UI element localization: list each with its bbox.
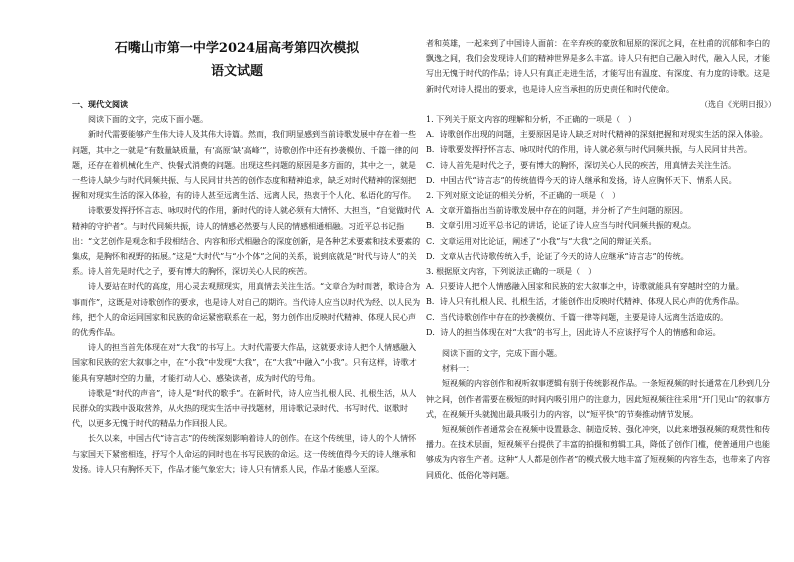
reading-2-intro: 阅读下面的文字，完成下面小题。: [442, 349, 562, 359]
paragraph: 者和英雄，一起来到了中国诗人面前：在辛弃疾的豪放和屈原的深沉之间，在杜甫的沉郁和李白的飘逸之间，我们会发现诗人们的精神世界是多么丰富。诗人只有把自己融入时代，融入人民，才能写出无愧于时代的作品；诗人只有真正走进生活，才能写出有温度、有深度、有力度的诗歌。这是新时代对诗人提出的要求，也是诗人应当承担的历史责任和时代使命。: [426, 39, 770, 94]
question-2-option-d: D．文章从古代诗歌传统入手，论证了今天的诗人应继承“诗言志”的传统。: [426, 251, 689, 261]
right-text: [426, 36, 776, 483]
material-paragraph: 短视频的内容创作和视听叙事逻辑有别于传统影视作品。一条短视频的时长通常在几秒到几分钟之间，创作者需要在极短的时间内吸引用户的注意力，因此短视频往往采用“开门见山”的叙事方式，在视频开头就抛出最具吸引力的内容，以“短平快”的节奏推动情节发展。: [426, 379, 771, 419]
source-citation: （选自《光明日报》）: [700, 99, 776, 109]
material-paragraph: 短视频创作者通常会在视频中设置悬念、制造反转、强化冲突，以此来增强视频的观赏性和传播力。在技术层面，短视频平台提供了丰富的拍摄和剪辑工具，降低了创作门槛，使普通用户也能够成为内容生产者。这种“人人都是创作者”的模式极大地丰富了短视频的内容生态，也带来了内容同质化、低俗化等问题。: [426, 425, 771, 480]
question-1-option-b: B．诗歌要发挥抒怀言志、咏叹时代的作用，诗人就必须与时代同频共振，与人民同甘共苦。: [426, 145, 752, 155]
question-3-option-d: D．诗人的担当体现在对“大我”的书写上，因此诗人不应该抒写个人的情感和命运。: [426, 327, 721, 337]
paragraph: 长久以来，中国古代“诗言志”的传统深刻影响着诗人的创作。在这个传统里，诗人的个人情怀与家国天下紧密相连，抒写个人命运的同时也在书写民族的命运。这一传统值得今天的诗人继承和发扬。诗人只有胸怀天下，作品才能气象宏大；诗人只有情系人民，作品才能感人至深。: [72, 434, 417, 474]
section-heading: 一、现代文阅读: [72, 99, 128, 109]
material-label: 材料一：: [442, 364, 474, 374]
question-2-option-a: A．文章开篇指出当前诗歌发展中存在的问题，并分析了产生问题的原因。: [426, 206, 688, 216]
question-2-stem: 2. 下列对原文论证的相关分析，不正确的一项是（ ）: [426, 191, 621, 201]
reading-intro: 阅读下面的文字，完成下面小题。: [88, 115, 208, 125]
paragraph: 诗人的担当首先体现在对“大我”的书写上。大时代需要大作品，这就要求诗人把个人情感融入国家和民族的宏大叙事之中，在“小我”中发现“大我”，在“大我”中融入“小我”。只有这样，诗歌才能具有穿越时空的力量，才能打动人心、感染读者，成为时代的号角。: [72, 343, 417, 383]
question-1-stem: 1. 下列关于原文内容的理解和分析，不正确的一项是（ ）: [426, 115, 637, 125]
paragraph: 诗歌是“时代的声音”，诗人是“时代的歌手”。在新时代，诗人应当扎根人民、扎根生活，从人民群众的实践中汲取营养，从火热的现实生活中寻找题材，用诗歌记录时代、书写时代、讴歌时代，以更多无愧于时代的精品力作回报人民。: [72, 388, 417, 429]
paragraph: 诗人要站在时代的高度，用心灵去观照现实，用真情去关注生活。“文章合为时而著，歌诗合为事而作”，这既是对诗歌创作的要求，也是诗人对自己的期许。当代诗人应当以时代为经、以人民为纬，把个人的命运同国家和民族的命运紧密联系在一起，努力创作出反映时代精神、体现人民心声的优秀作品。: [72, 282, 421, 338]
exam-subtitle: 语文试题: [210, 64, 263, 79]
left-column: [72, 0, 422, 562]
left-text: [72, 97, 422, 477]
question-3-stem: 3. 根据原文内容，下列说法正确的一项是（ ）: [426, 267, 597, 277]
exam-title: 石嘴山市第一中学2024届高考第四次模拟: [114, 41, 360, 56]
question-3-option-c: C．当代诗歌创作中存在的抄袭模仿、千篇一律等问题，主要是诗人远离生活造成的。: [426, 312, 729, 322]
question-1-option-a: A．诗歌创作出现的问题，主要原因是诗人缺乏对时代精神的深刻把握和对现实生活的深入体验。: [426, 130, 768, 140]
paragraph: 诗歌要发挥抒怀言志、咏叹时代的作用，新时代的诗人就必须有大情怀、大担当，“自觉做时代精神的守护者”。与时代同频共振，诗人的情感必然要与人民的情感相通相融。习近平总书记指出：“文艺创作是观念和手段相结合、内容和形式相融合的深度创新，是各种艺术要素和技术要素的集成，是胸怀和视野的拓展。”这是“大时代”与“小个体”之间的关系，说到底就是“时代与诗人”的关系。诗人首先是时代之子，要有博大的胸怀，深切关心人民的疾苦。: [72, 206, 421, 277]
question-3-option-b: B．诗人只有扎根人民、扎根生活，才能创作出反映时代精神、体现人民心声的优秀作品。: [426, 297, 744, 307]
question-2-option-b: B．文章引用习近平总书记的讲话，论证了诗人应当与时代同频共振的观点。: [426, 221, 696, 231]
question-2-option-c: C．文章运用对比论证，阐述了“小我”与“大我”之间的辩证关系。: [426, 236, 657, 246]
question-1-option-d: D．中国古代“诗言志”的传统值得今天的诗人继承和发扬，诗人应胸怀天下、情系人民。: [426, 175, 737, 185]
question-3-option-a: A．只要诗人把个人情感融入国家和民族的宏大叙事之中，诗歌就能具有穿越时空的力量。: [426, 282, 744, 292]
question-1-option-c: C．诗人首先是时代之子，要有博大的胸怀，深切关心人民的疾苦，用真情去关注生活。: [426, 160, 737, 170]
right-column: [426, 0, 776, 562]
paragraph: 新时代需要能够产生伟大诗人及其伟大诗篇。然而，我们明显感到当前诗歌发展中存在着一些问题，其中之一就是“有数量缺质量，有‘高原’缺‘高峰’”，诗歌创作中还有抄袭模仿、千篇一律的问题，还存在着机械化生产、快餐式消费的问题。出现这些问题的原因是多方面的，其中之一，就是一些诗人缺少与时代同频共振、与人民同甘共苦的创作态度和精神追求，缺乏对时代精神的深刻把握和对现实生活的深入体验，有的诗人甚至远离生活、远离人民，热衷于个人化、私语化的写作。: [72, 130, 419, 201]
